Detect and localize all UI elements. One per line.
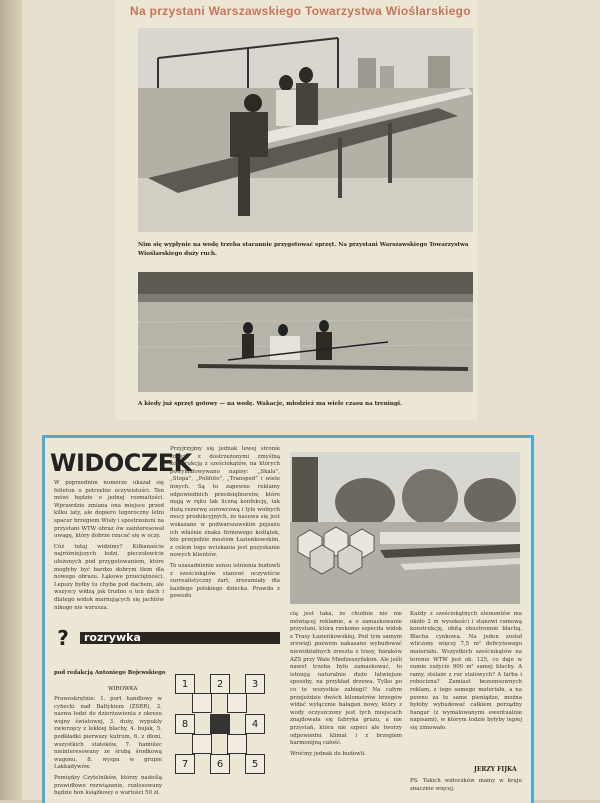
article-column-1 bbox=[54, 480, 164, 612]
binding-edge bbox=[0, 0, 22, 800]
puzzle-cell[interactable]: 4 bbox=[245, 714, 265, 734]
puzzle-cell[interactable]: 8 bbox=[175, 714, 195, 734]
article-column-2 bbox=[170, 446, 280, 601]
question-mark-icon: ? bbox=[57, 626, 69, 650]
paragraph: Cóż tutaj widzimy? Kilkanaście najróżniejszych łodzi, pieczołowicie ułożonych pod przygotowaniem, które mogłyby być bardzo dobrym tłem dla nowego obrazu. Łąkowe przeciętności. Lepszy byłby tu chyba pod dachem, ale wszyscy widzą jak trudno o ten dach i dlatego widok marnujących się jachtów nikogo nie wzrusza. bbox=[54, 543, 164, 611]
photo-rowing-on-water bbox=[138, 272, 473, 392]
paragraph: Każdy z sześciokątnych elementów ma około 2 m wysokości i stanowi ramową konstrukcję, obitą obustronnie blachą. Blacha cynkowa. Na jeden został wliczony więcej 7,5 m² deficytowego materiału. Wszystkich sześciokątów na terenie WTW jest ok. 125, co daje w sumie zużycie 900 m² samej blachy. A ramy, stelaże z rur stalowych? A farba i robocizna? Zamiast bezsensownych reklam, z tego samego materiału, a na pewno za te same pieniądze, można byłoby wybudować całkiem porządny hangar (z wymalowanymi ewentualnie napisami), w którym łodzie byłyby lepiej się zimowało. bbox=[410, 611, 522, 731]
paragraph: To uzasadnienie sensu istnienia budowli z sześciokątów stanowi oczywiście surrealistyczny żart, zrozumiały dla każdego polskiego dziecka. Prawda z powodu bbox=[170, 562, 280, 600]
puzzle-title: WIROWKA bbox=[108, 686, 138, 692]
puzzle-cell[interactable]: 3 bbox=[245, 674, 265, 694]
puzzle-center-cell bbox=[210, 714, 230, 734]
rozrywka-header bbox=[52, 628, 276, 648]
author-signature: JERZY FIJKA bbox=[474, 766, 517, 773]
crossword-grid bbox=[165, 668, 275, 786]
caption-photo-1: Nim się wypłynie na wodę trzeba starannie przygotować sprzęt. Na przystani Warszawskiego Towarzystwa Wioślarskiego duży ruch. bbox=[138, 242, 469, 257]
puzzle-cell[interactable]: 5 bbox=[245, 754, 265, 774]
puzzle-cell[interactable]: 7 bbox=[175, 754, 195, 774]
headline: Na przystani Warszawskiego Towarzystwa Wioślarskiego bbox=[130, 4, 471, 18]
puzzle-cell[interactable] bbox=[227, 693, 247, 713]
puzzle-cell[interactable] bbox=[192, 693, 212, 713]
paragraph: cią jest taka, że chudnie nie nie mówiącej reklamie, a o zamaskowanie przystani, która rzekomo szpeciła widok z Trasy Łazienkowskiej. Pod tym samym zrewizji pozwem nakazano wybudować niewidzialnych zreszta z trasy, baraków AZS przy Wale Miedzeszyńskim. Ale jeśli nawet trzeba było zamaskować, to istnieją naturalnie dużo łatwiejsze sposoby, na przykład drzewa. Tylko po co te wszystkie zabiegi? Na całym przejeździe dwóch kilometrów brzegów widać wyłącznie bałagan nowy, który z wody oczyszczony jest tych miejscach znajdowała się fabryka gruzu, a nie przystań, która nie szpeci ale tworzy odpowiedni klimat i z brzegiem harmonijną całość. bbox=[290, 611, 402, 747]
paragraph: Przyjrzyjmy się jednak lewej stronie zdjęcia z dostrzeżonymi zmyślną konstrukcją z sześciokątów, na których powymalowywano napisy: „Skala”, „Stopa”, „Polifoto”, „Transped” i wiele innych. Są to zapewne reklamy odpowiednich przedsiębiorstw, które mają w ręku tak liczną konfekcję, tak dużą rezerwę surowcową i tyle wolnych mocy produkcyjnych, że nasuwa się jest wskazane w podwarszawskim pejzażu ich właśnie znaku firmowego koźlątek, kto przejedzie mostem Łazienkowskim, z celem tego wciskania jest pozyskanie nowych klientów. bbox=[170, 446, 280, 559]
puzzle-cell[interactable]: 6 bbox=[210, 754, 230, 774]
prize-text: Pomiędzy Czytelników, którzy nadeślą prawidłowe rozwiązanie, rozlosowany będzie bon książkowy o wartości 50 zł. bbox=[54, 774, 162, 797]
paragraph: Wróćmy jednak do budowli. bbox=[290, 750, 366, 757]
puzzle-cell[interactable]: 2 bbox=[210, 674, 230, 694]
caption-photo-2: A kiedy już sprzęt gotowy — na wodę. Wakacje, młodzież ma wiele czasu na treningi. bbox=[138, 401, 402, 407]
postscript: PS. Takich widoczków mamy w kraju znacznie więcej. bbox=[410, 778, 522, 792]
photo-hexagon-structures bbox=[290, 452, 520, 604]
section-label: rozrywka bbox=[80, 632, 280, 644]
puzzle-cell[interactable] bbox=[192, 734, 212, 754]
paragraph: W poprzednim numerze ukazał się felieton o potrzebie oczywistości. Ten mówi będzie o jednej rozmaitości. Wprawdzie zmiana ona miejsce przed kilku laty, ale dopiero tegoroczny letni spacer brzegiem Wisły i spostrzeżeni na przystani WTW obraz ów zainteresował uwagę, który dobrze rzucać się w oczy. bbox=[54, 480, 164, 540]
puzzle-cell[interactable] bbox=[227, 734, 247, 754]
clues-text: Prawoskrętnie: 1. port handlowy w cybecki nad Bałtykiem (ZSRR), 2. nazwa łodzi do dzierżawienia z okresu wojny światowej, 3. duży, wypukły zwierzęcy z lekkiej blachy, 4. bujak, 5. podkładki pierwszy kutrom, 6. z dłoni, wszystkich stateków, 7. hamulec nieinteresowany ze śrubą środkową wagonu, 8. wyspa w grupie Lakkadywów. bbox=[54, 696, 162, 771]
article-title: WIDOCZEK bbox=[50, 449, 192, 477]
puzzle-clues bbox=[54, 696, 162, 798]
byline: pod redakcją Antoniego Bojewskiego bbox=[54, 670, 166, 676]
photo-boat-preparation bbox=[138, 28, 473, 232]
article-column-3 bbox=[290, 611, 402, 758]
article-column-4 bbox=[410, 611, 522, 733]
puzzle-cell[interactable]: 1 bbox=[175, 674, 195, 694]
